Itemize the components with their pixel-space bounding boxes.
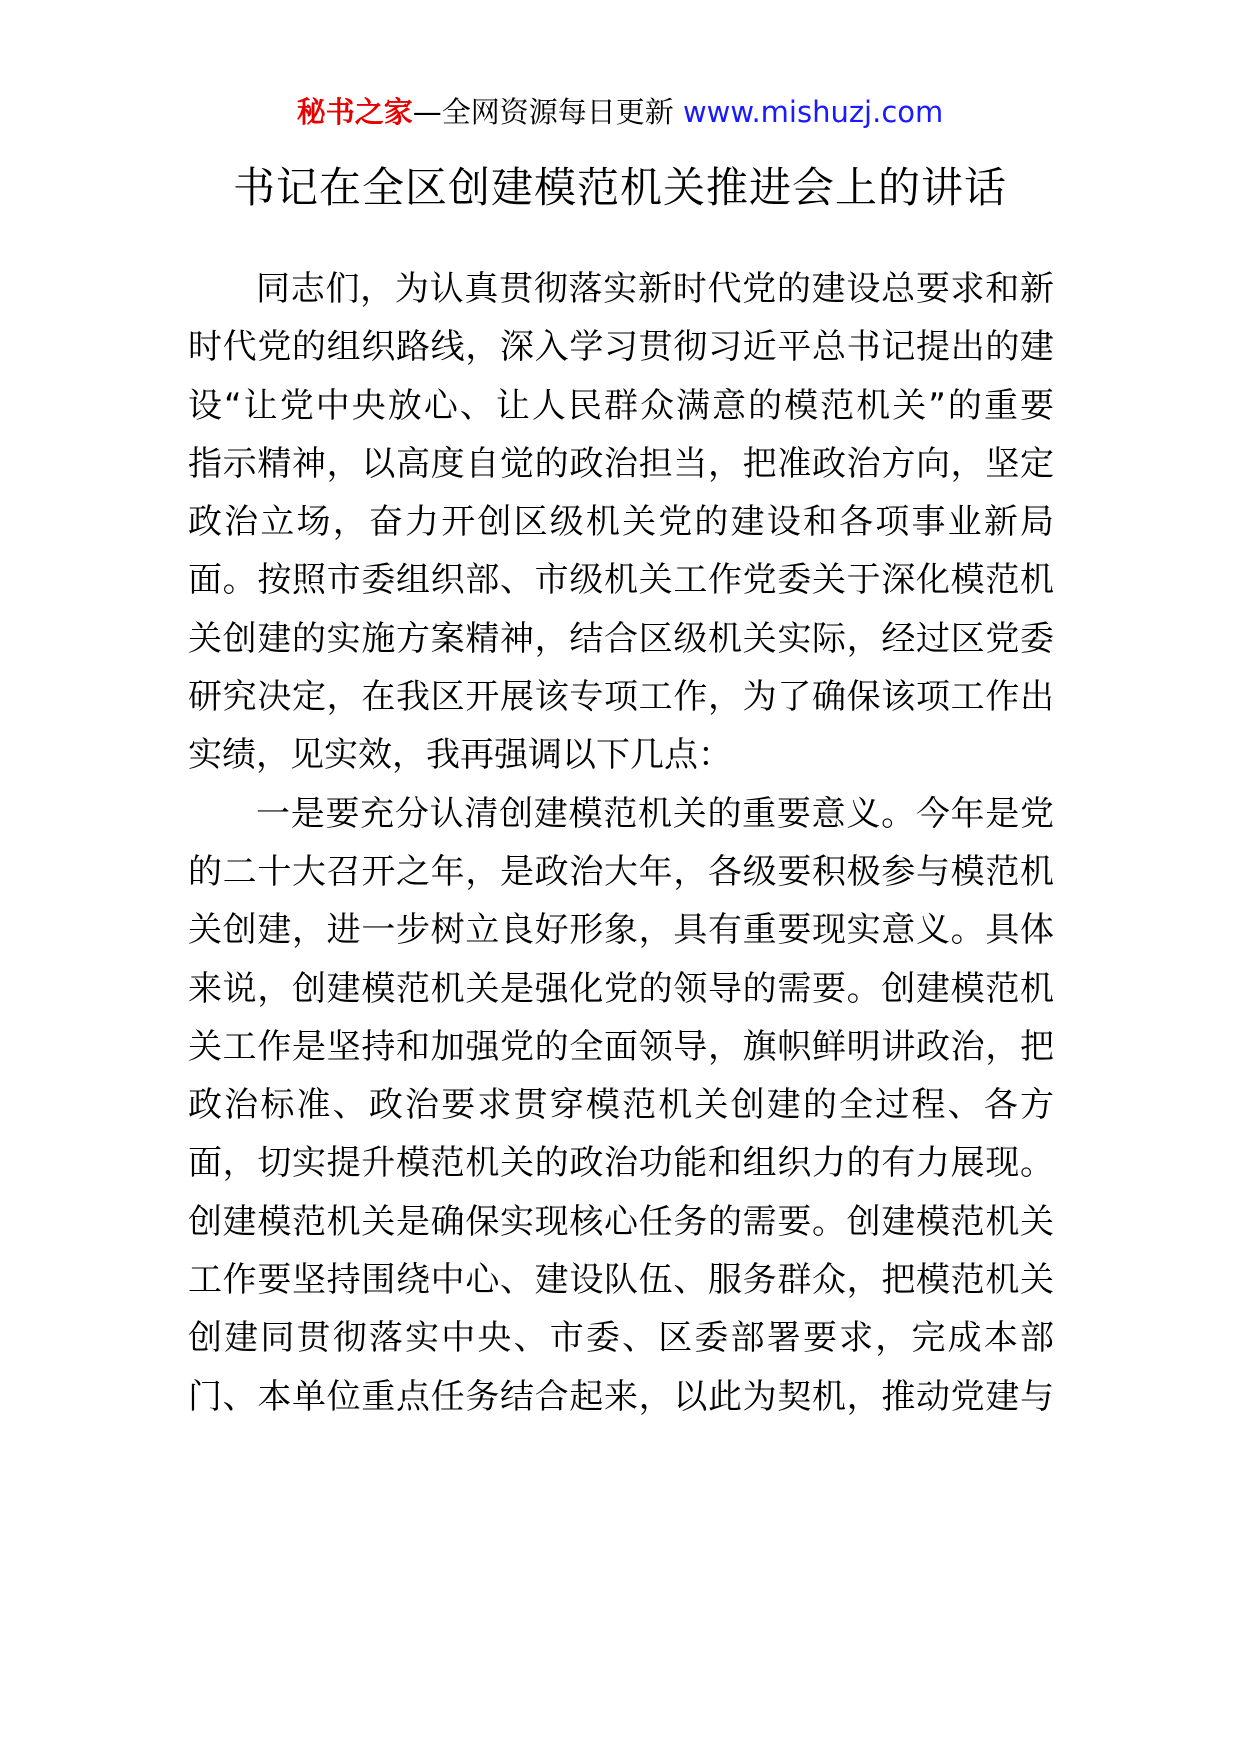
site-header <box>0 92 1240 132</box>
paragraph-line: 设“让党中央放心、让人民群众满意的模范机关”的重要 <box>188 385 1054 426</box>
paragraph-line: 指示精神，以高度自觉的政治担当，把准政治方向，坚定 <box>188 443 1054 484</box>
document-body <box>188 260 1054 1426</box>
paragraph-line: 工作要坚持围绕中心、建设队伍、服务群众，把模范机关 <box>188 1260 1054 1301</box>
paragraph-line: 政治标准、政治要求贯穿模范机关创建的全过程、各方 <box>188 1085 1054 1126</box>
site-url-link[interactable]: www.mishuzj.com <box>682 95 944 129</box>
paragraph-line: 同志们，为认真贯彻落实新时代党的建设总要求和新 <box>256 269 1054 309</box>
paragraph-line: 实绩，见实效，我再强调以下几点： <box>188 735 732 776</box>
paragraph-line: 面，切实提升模范机关的政治功能和组织力的有力展现。 <box>188 1143 1054 1184</box>
paragraph-line: 创建模范机关是确保实现核心任务的需要。创建模范机关 <box>188 1201 1054 1242</box>
paragraph-line: 时代党的组织路线，深入学习贯彻习近平总书记提出的建 <box>188 327 1054 368</box>
paragraph-line: 一是要充分认清创建模范机关的重要意义。今年是党 <box>256 793 1054 834</box>
paragraph-line: 门、本单位重点任务结合起来，以此为契机，推动党建与 <box>188 1376 1054 1417</box>
paragraph-line: 面。按照市委组织部、市级机关工作党委关于深化模范机 <box>188 560 1054 601</box>
paragraph-line: 的二十大召开之年，是政治大年，各级要积极参与模范机 <box>188 851 1054 892</box>
paragraph-line: 关工作是坚持和加强党的全面领导，旗帜鲜明讲政治，把 <box>188 1026 1054 1067</box>
document-title: 书记在全区创建模范机关推进会上的讲话 <box>232 163 1007 212</box>
paragraph-line: 政治立场，奋力开创区级机关党的建设和各项事业新局 <box>188 502 1054 543</box>
brand-name: 秘书之家 <box>296 95 413 129</box>
paragraph-line: 关创建的实施方案精神，结合区级机关实际，经过区党委 <box>188 618 1054 659</box>
paragraph-line: 研究决定，在我区开展该专项工作，为了确保该项工作出 <box>188 677 1054 718</box>
paragraph-line: 关创建，进一步树立良好形象，具有重要现实意义。具体 <box>188 910 1054 951</box>
paragraph-line: 创建同贯彻落实中央、市委、区委部署要求，完成本部 <box>188 1318 1054 1359</box>
paragraph-line: 来说，创建模范机关是强化党的领导的需要。创建模范机 <box>188 968 1054 1009</box>
site-tagline: —全网资源每日更新 <box>412 95 674 129</box>
